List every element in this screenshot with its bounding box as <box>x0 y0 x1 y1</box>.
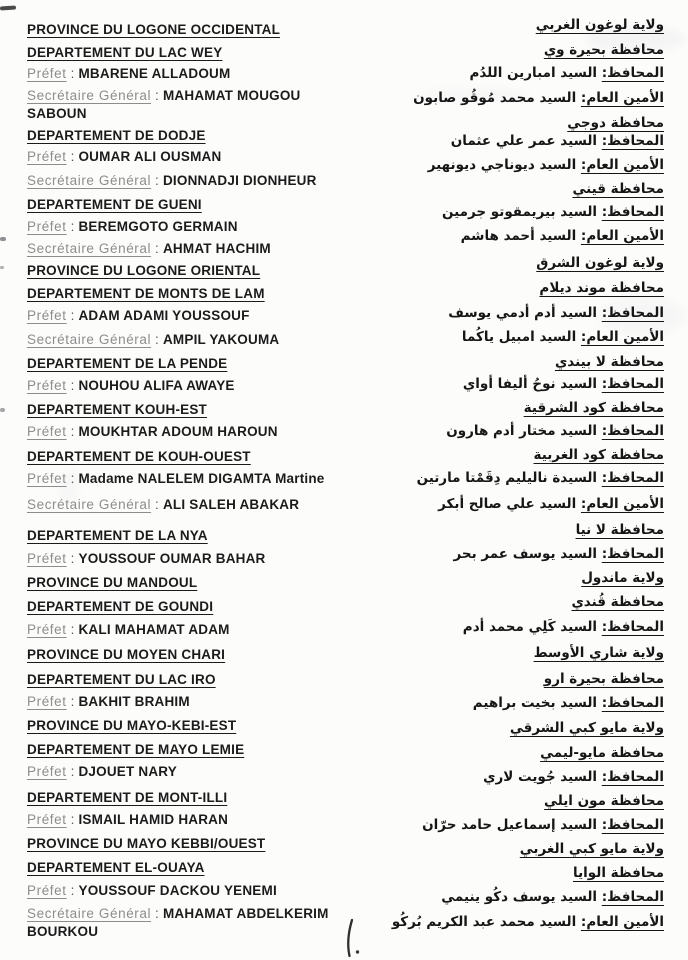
heading-text: محافظة كود الغربية <box>533 447 664 463</box>
entry-line <box>27 402 407 418</box>
entry-line <box>354 646 664 662</box>
separator: : <box>151 173 163 188</box>
official-name: NOUHOU ALIFA AWAYE <box>78 378 235 393</box>
heading-text: PROVINCE DU LOGONE OCCIDENTAL <box>27 22 281 37</box>
heading-text: محافظة بحيرة وي <box>543 42 664 58</box>
official-name: BEREMGOTO GERMAIN <box>78 219 238 234</box>
official-name: DJOUET NARY <box>78 764 177 779</box>
role-label: الأمين العام: <box>580 914 664 930</box>
entry-line <box>354 401 664 417</box>
entry-line <box>27 647 407 663</box>
separator: : <box>66 764 79 779</box>
heading-text: محافظة لا بيندي <box>554 354 664 370</box>
role-label: Préfet <box>27 378 67 393</box>
official-name: YOUSSOUF OUMAR BAHAR <box>78 551 266 566</box>
official-name: السيد يوسف دكُو ينيمي <box>441 889 598 905</box>
heading-text: محافظة دوجي <box>567 115 664 131</box>
entry-line <box>27 263 407 279</box>
entry-line <box>27 149 407 165</box>
official-name: السيد أحمد هاشم <box>460 228 577 244</box>
heading-text: DEPARTEMENT DE MAYO LEMIE <box>27 742 245 757</box>
entry-line <box>27 497 407 513</box>
entry-line <box>27 742 407 758</box>
separator: : <box>66 471 79 486</box>
separator: : <box>66 66 79 81</box>
role-label: Secrétaire Général <box>27 241 152 256</box>
role-label: المحافظ: <box>601 817 664 833</box>
heading-text: DEPARTEMENT DU LAC IRO <box>27 672 216 687</box>
entry-line <box>354 182 664 198</box>
heading-text: DEPARTEMENT DE GUENI <box>27 197 202 212</box>
role-label: المحافظ: <box>601 65 664 81</box>
entry-line <box>27 173 407 189</box>
official-name: YOUSSOUF DACKOU YENEMI <box>78 883 277 898</box>
official-name: السيد عمر علي عثمان <box>450 133 598 149</box>
role-label: Secrétaire Général <box>27 88 152 103</box>
role-label: المحافظ: <box>601 423 664 439</box>
entry-line <box>354 66 664 82</box>
role-label: المحافظ: <box>601 769 664 785</box>
entry-line <box>27 449 407 465</box>
entry-line <box>354 890 664 906</box>
heading-text: محافظة لا نيا <box>575 522 664 538</box>
entry-line <box>27 356 407 372</box>
role-label: Préfet <box>27 883 67 898</box>
heading-text: محافظة الوايا <box>573 865 664 881</box>
role-label: الأمين العام: <box>580 157 664 173</box>
official-name: السيد محمد مُوقُو صابون <box>413 90 577 106</box>
entry-line <box>354 866 664 882</box>
heading-text: PROVINCE DU MAYO KEBBI/OUEST <box>27 836 266 851</box>
role-label: المحافظ: <box>601 889 664 905</box>
heading-text: DEPARTEMENT KOUH-EST <box>27 402 208 417</box>
role-label: المحافظ: <box>601 133 664 149</box>
entry-line <box>27 836 407 852</box>
official-name: السيد امبارين اللدُم <box>469 65 598 81</box>
entry-line <box>354 116 664 132</box>
separator: : <box>151 241 163 256</box>
separator: : <box>66 378 79 393</box>
heading-text: ولاية لوغون الغربي <box>535 17 664 33</box>
separator: : <box>66 694 79 709</box>
entry-line <box>354 158 664 174</box>
heading-text: محافظة كود الشرقية <box>523 400 664 416</box>
role-label: Préfet <box>27 149 67 164</box>
entry-line <box>354 595 664 611</box>
entry-line <box>27 128 407 144</box>
entry-line <box>354 497 664 513</box>
heading-text: PROVINCE DU MAYO-KEBI-EST <box>27 718 237 733</box>
official-name: السيد جُويت لاري <box>483 769 598 785</box>
role-label: المحافظ: <box>601 695 664 711</box>
entry-line <box>354 43 664 59</box>
entry-line <box>27 88 407 104</box>
official-name: السيد امبيل ياكُما <box>461 329 577 345</box>
entry-line <box>27 22 407 38</box>
role-label: Préfet <box>27 812 67 827</box>
official-name: السيد نوحُ أليفا أواي <box>462 376 598 392</box>
entry-line <box>354 547 664 563</box>
separator: : <box>66 149 79 164</box>
entry-line <box>27 672 407 688</box>
entry-line <box>27 575 407 591</box>
entry-line <box>27 241 407 257</box>
heading-text: محافظة قيني <box>572 181 664 197</box>
role-label: Préfet <box>27 219 67 234</box>
arabic-column <box>354 0 664 960</box>
role-label: المحافظ: <box>601 305 664 321</box>
role-label: المحافظ: <box>601 376 664 392</box>
french-column <box>27 0 407 960</box>
entry-line <box>354 523 664 539</box>
role-label: المحافظ: <box>601 470 664 486</box>
scan-artifact-mark <box>0 5 16 10</box>
heading-text: SABOUN <box>27 106 87 121</box>
separator: : <box>66 551 79 566</box>
entry-line <box>27 764 407 780</box>
separator: : <box>66 424 79 439</box>
entry-line <box>354 306 664 322</box>
official-name: Madame NALELEM DIGAMTA Martine <box>78 471 325 486</box>
official-name: BAKHIT BRAHIM <box>78 694 190 709</box>
heading-text: ولاية لوغون الشرق <box>536 255 664 271</box>
entry-line <box>354 134 664 150</box>
entry-line <box>354 281 664 297</box>
entry-line <box>27 860 407 876</box>
official-name: AMPIL YAKOUMA <box>162 332 280 347</box>
heading-text: محافظة بحيرة ارو <box>543 671 664 687</box>
heading-text: محافظة قُندي <box>571 594 664 610</box>
entry-line <box>27 599 407 615</box>
heading-text: DEPARTEMENT DE MONTS DE LAM <box>27 286 265 301</box>
official-name: ISMAIL HAMID HARAN <box>78 812 229 827</box>
heading-text: محافظة موند ديلام <box>539 280 664 296</box>
entry-line <box>354 355 664 371</box>
heading-text: DEPARTEMENT DE DODJE <box>27 128 206 143</box>
official-name: AHMAT HACHIM <box>162 241 271 256</box>
official-name: DIONNADJI DIONHEUR <box>162 173 317 188</box>
heading-text: PROVINCE DU MOYEN CHARI <box>27 647 226 662</box>
role-label: الأمين العام: <box>580 329 664 345</box>
role-label: Préfet <box>27 66 67 81</box>
entry-line <box>354 229 664 245</box>
separator: : <box>66 308 79 323</box>
entry-line <box>354 471 664 487</box>
role-label: Secrétaire Général <box>27 173 152 188</box>
heading-text: DEPARTEMENT DE LA NYA <box>27 528 208 543</box>
heading-text: DEPARTEMENT EL-OUAYA <box>27 860 205 875</box>
separator: : <box>66 622 79 637</box>
entry-line <box>27 66 407 82</box>
heading-text: ولاية مايو كبي الشرقي <box>509 720 664 736</box>
heading-text: DEPARTEMENT DE KOUH-OUEST <box>27 449 251 464</box>
entry-line <box>27 424 407 440</box>
entry-line <box>354 424 664 440</box>
entry-line <box>27 694 407 710</box>
entry-line <box>27 471 407 487</box>
entry-line <box>354 794 664 810</box>
entry-line <box>354 256 664 272</box>
entry-line <box>27 219 407 235</box>
role-label: الأمين العام: <box>580 496 664 512</box>
entry-line <box>354 915 664 931</box>
official-name: MAHAMAT ABDELKERIM <box>162 906 329 921</box>
official-name: السيد مختار أدم هارون <box>446 423 598 439</box>
separator: : <box>66 883 79 898</box>
official-name: السيد علي صالح أبكر <box>438 496 577 512</box>
official-name: السيد محمد عبد الكريم بُركُو <box>391 914 577 930</box>
heading-text: ولاية مايو كبي الغربي <box>519 841 664 857</box>
role-label: Préfet <box>27 551 67 566</box>
official-name: MBARENE ALLADOUM <box>78 66 231 81</box>
entry-line <box>354 330 664 346</box>
entry-line <box>354 770 664 786</box>
official-name: KALI MAHAMAT ADAM <box>78 622 230 637</box>
role-label: الأمين العام: <box>580 90 664 106</box>
official-name: السيد بيريمقوتو جرمين <box>441 204 598 220</box>
official-name: ALI SALEH ABAKAR <box>162 497 300 512</box>
official-name: السيد يوسف عمر بحر <box>453 546 598 562</box>
entry-line <box>27 622 407 638</box>
entry-line <box>354 696 664 712</box>
entry-line <box>354 672 664 688</box>
heading-text: ولاية ماندول <box>581 570 664 586</box>
entry-line <box>354 377 664 393</box>
entry-line <box>27 528 407 544</box>
heading-text: PROVINCE DU LOGONE ORIENTAL <box>27 263 261 278</box>
scan-speck <box>0 237 6 241</box>
heading-text: BOURKOU <box>27 924 99 939</box>
entry-line <box>27 551 407 567</box>
entry-line <box>354 448 664 464</box>
official-name: السيد إسماعيل حامد حرّان <box>422 817 598 833</box>
official-name: السيدة ناليليم دِقَمْتا مارتين <box>416 470 598 486</box>
official-name: السيد بخيت براهيم <box>472 695 598 711</box>
role-label: Préfet <box>27 308 67 323</box>
heading-text: DEPARTEMENT DU LAC WEY <box>27 45 223 60</box>
entry-line <box>354 205 664 221</box>
official-name: MAHAMAT MOUGOU <box>162 88 301 103</box>
entry-line <box>27 378 407 394</box>
official-name: السيد كَلِي محمد أدم <box>462 619 598 635</box>
heading-text: DEPARTEMENT DE LA PENDE <box>27 356 228 371</box>
entry-line <box>27 883 407 899</box>
role-label: Secrétaire Général <box>27 906 152 921</box>
entry-line <box>354 571 664 587</box>
scan-speck <box>0 408 5 412</box>
heading-text: محافظة مون ايلي <box>544 793 664 809</box>
entry-line <box>27 790 407 806</box>
entry-line <box>354 18 664 34</box>
role-label: Secrétaire Général <box>27 332 152 347</box>
separator: : <box>151 906 163 921</box>
entry-line <box>354 91 664 107</box>
entry-line <box>354 842 664 858</box>
entry-line <box>354 721 664 737</box>
entry-line <box>27 106 407 122</box>
entry-line <box>27 332 407 348</box>
separator: : <box>151 497 163 512</box>
role-label: Préfet <box>27 471 67 486</box>
role-label: المحافظ: <box>601 204 664 220</box>
role-label: Préfet <box>27 694 67 709</box>
separator: : <box>151 88 163 103</box>
separator: : <box>66 219 79 234</box>
entry-line <box>27 812 407 828</box>
scan-speck <box>0 266 4 269</box>
heading-text: DEPARTEMENT DE MONT-ILLI <box>27 790 228 805</box>
separator: : <box>66 812 79 827</box>
official-name: MOUKHTAR ADOUM HAROUN <box>78 424 278 439</box>
role-label: Préfet <box>27 622 67 637</box>
official-name: السيد أدم أدمي يوسف <box>448 305 598 321</box>
official-name: السيد ديوناجي ديونهير <box>427 157 577 173</box>
role-label: المحافظ: <box>601 546 664 562</box>
entry-line <box>27 308 407 324</box>
entry-line <box>27 286 407 302</box>
heading-text: محافظة مايو-ليمي <box>540 745 664 761</box>
heading-text: PROVINCE DU MANDOUL <box>27 575 198 590</box>
role-label: Préfet <box>27 764 67 779</box>
entry-line <box>27 45 407 61</box>
entry-line <box>354 620 664 636</box>
entry-line <box>354 746 664 762</box>
entry-line <box>354 818 664 834</box>
role-label: Préfet <box>27 424 67 439</box>
heading-text: ولاية شاري الأوسط <box>533 645 664 661</box>
role-label: Secrétaire Général <box>27 497 152 512</box>
role-label: المحافظ: <box>601 619 664 635</box>
heading-text: DEPARTEMENT DE GOUNDI <box>27 599 214 614</box>
official-name: OUMAR ALI OUSMAN <box>78 149 222 164</box>
separator: : <box>151 332 163 347</box>
role-label: الأمين العام: <box>580 228 664 244</box>
pen-stroke-mark <box>330 912 380 960</box>
official-name: ADAM ADAMI YOUSSOUF <box>78 308 250 323</box>
entry-line <box>27 197 407 213</box>
entry-line <box>27 718 407 734</box>
